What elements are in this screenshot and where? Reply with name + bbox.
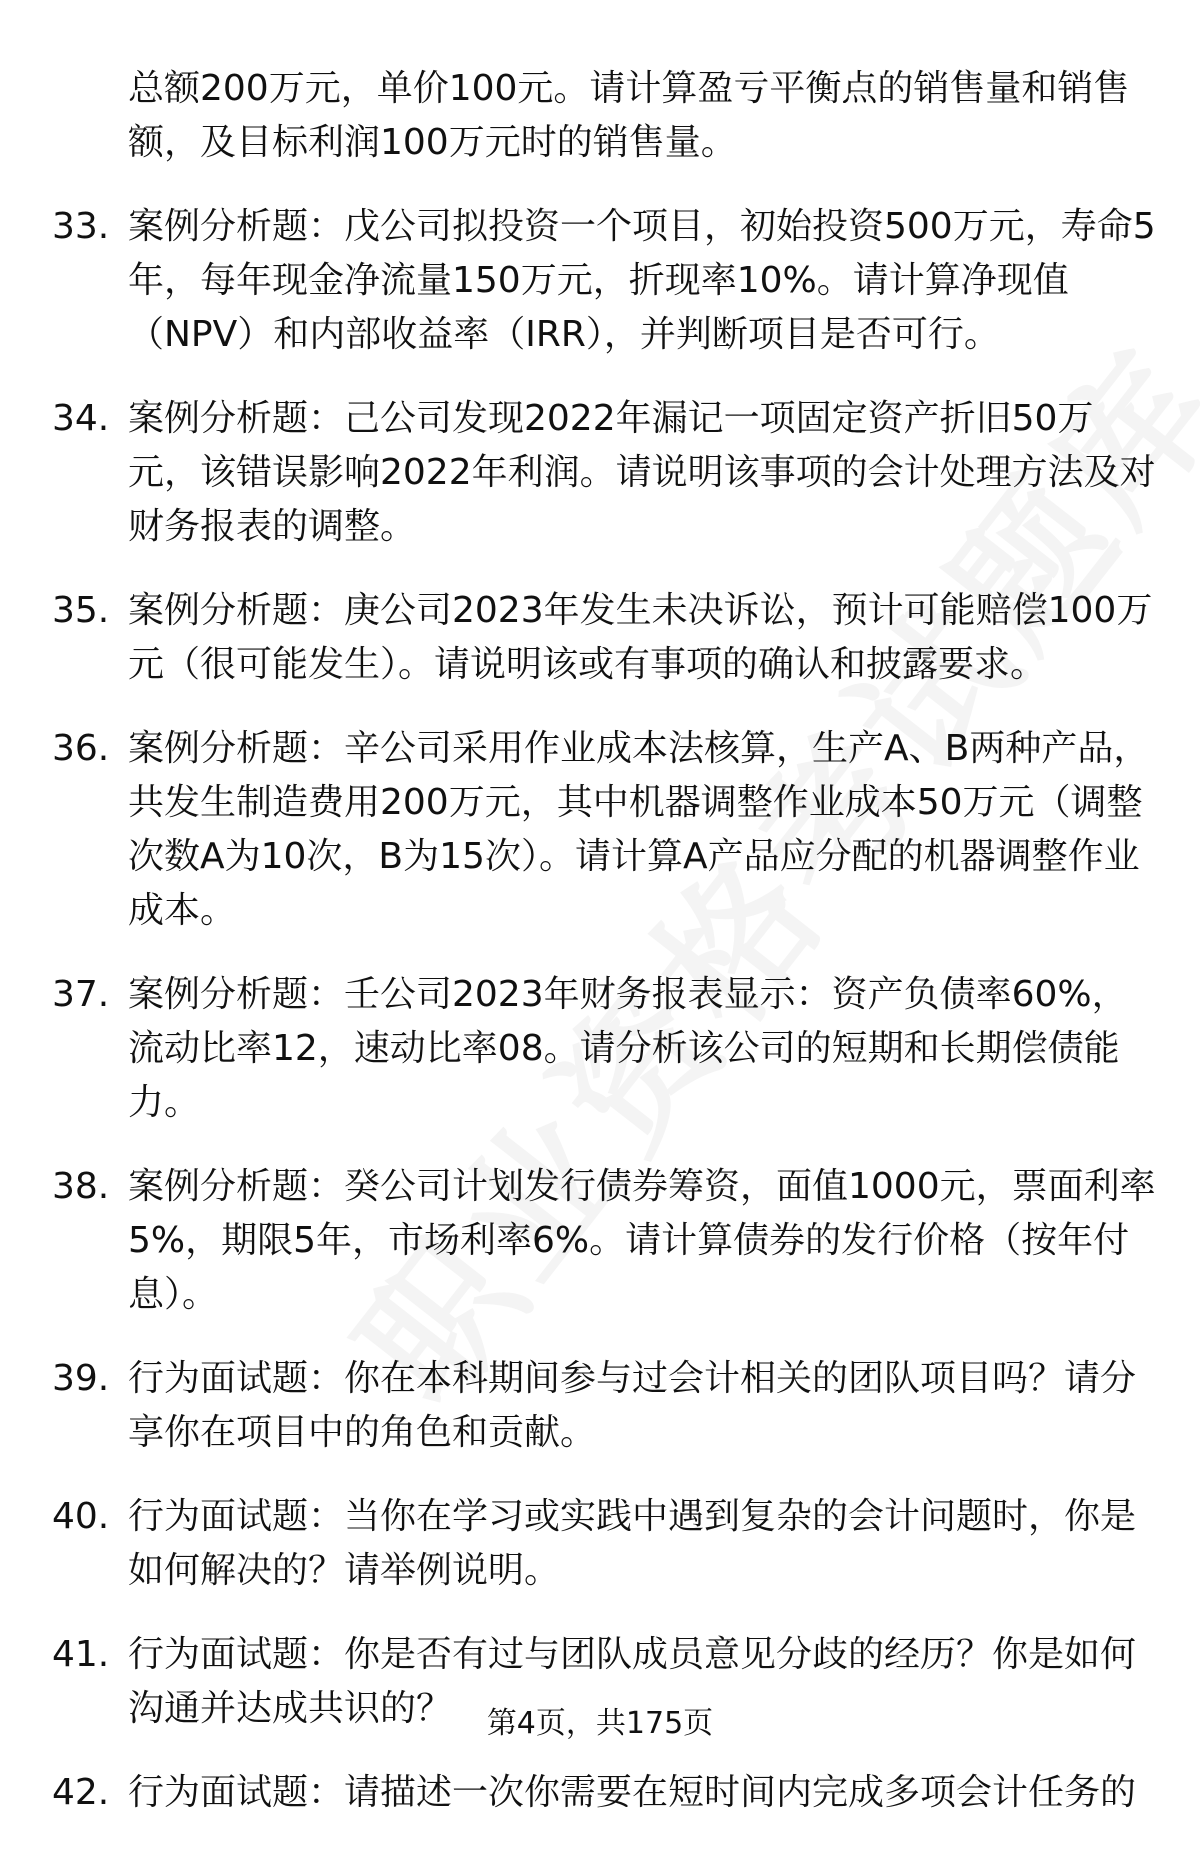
question-item: [52, 200, 1162, 362]
question-number: 40.: [52, 1496, 110, 1537]
question-text: 案例分析题：癸公司计划发行债券筹资，面值1000元，票面利率5%，期限5年，市场利率6%。请计算债券的发行价格（按年付息）。: [128, 1166, 1156, 1315]
question-item: [52, 722, 1162, 938]
question-continuation: 总额200万元，单价100元。请计算盈亏平衡点的销售量和销售额，及目标利润100万元时的销售量。: [128, 68, 1130, 163]
question-text: 行为面试题：请描述一次你需要在短时间内完成多项会计任务的: [128, 1772, 1137, 1813]
question-item: [52, 1160, 1162, 1322]
question-text: 案例分析题：壬公司2023年财务报表显示：资产负债率60%，流动比率12，速动比率08。请分析该公司的短期和长期偿债能力。: [128, 974, 1128, 1123]
question-item: [52, 1490, 1162, 1598]
question-list: [52, 62, 1162, 1850]
question-text: 案例分析题：辛公司采用作业成本法核算，生产A、B两种产品，共发生制造费用200万元，其中机器调整作业成本50万元（调整次数A为10次，B为15次）。请计算A产品应分配的机器调整作业成本。: [128, 728, 1150, 931]
question-item: [52, 392, 1162, 554]
question-text: 行为面试题：你是否有过与团队成员意见分歧的经历？你是如何沟通并达成共识的？: [128, 1634, 1137, 1729]
question-item: [52, 968, 1162, 1130]
question-number: 34.: [52, 398, 110, 439]
question-item: [52, 1352, 1162, 1460]
question-number: 36.: [52, 728, 110, 769]
question-item: [52, 584, 1162, 692]
question-text: 行为面试题：当你在学习或实践中遇到复杂的会计问题时，你是如何解决的？请举例说明。: [128, 1496, 1137, 1591]
question-item: [52, 1766, 1162, 1820]
question-number: 35.: [52, 590, 110, 631]
question-number: 38.: [52, 1166, 110, 1207]
question-number: 41.: [52, 1634, 110, 1675]
question-text: 案例分析题：戊公司拟投资一个项目，初始投资500万元，寿命5年，每年现金净流量150万元，折现率10%。请计算净现值（NPV）和内部收益率（IRR），并判断项目是否可行。: [128, 206, 1156, 355]
question-number: 39.: [52, 1358, 110, 1399]
question-text: 行为面试题：你在本科期间参与过会计相关的团队项目吗？请分享你在项目中的角色和贡献。: [128, 1358, 1137, 1453]
question-text: 案例分析题：庚公司2023年发生未决诉讼，预计可能赔偿100万元（很可能发生）。请说明该或有事项的确认和披露要求。: [128, 590, 1153, 685]
question-text: 案例分析题：己公司发现2022年漏记一项固定资产折旧50万元，该错误影响2022年利润。请说明该事项的会计处理方法及对财务报表的调整。: [128, 398, 1156, 547]
question-number: 37.: [52, 974, 110, 1015]
page-footer: 第4页，共175页: [486, 1706, 714, 1741]
question-number: 42.: [52, 1772, 110, 1813]
question-number: 33.: [52, 206, 110, 247]
